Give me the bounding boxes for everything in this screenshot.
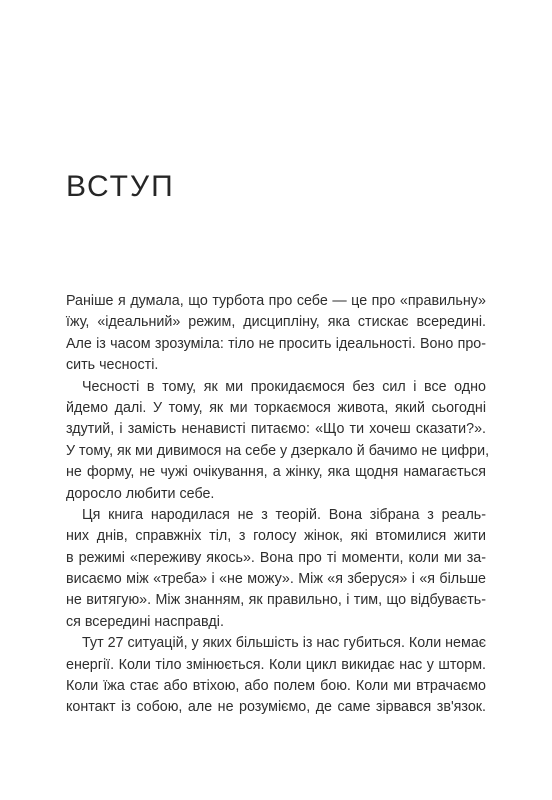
paragraph-line: доросло любити себе.	[66, 485, 215, 502]
paragraph-line: висаємо між «треба» і «не можу». Між «я зберуся» і «я більше	[66, 571, 486, 588]
paragraph-line: в режимі «переживу якось». Вона про ті моменти, коли ми за-	[66, 549, 486, 566]
paragraph-line: контакт із собою, але не розуміємо, де саме зірвався зв'язок.	[66, 699, 486, 716]
paragraph-line: У тому, як ми дивимося на себе у дзеркало й бачимо не цифри,	[66, 442, 490, 459]
paragraph-line: Тут 27 ситуацій, у яких більшість із нас губиться. Коли немає	[82, 635, 487, 652]
paragraph-line: них днів, справжніх тіл, з голосу жінок, які втомилися жити	[66, 528, 486, 545]
paragraph-line: Раніше я думала, що турбота про себе — це про «правильну»	[66, 293, 486, 309]
chapter-title: ВСТУП	[66, 170, 175, 203]
paragraph-line: здутий, і замість ненависті питаємо: «Що ти хочеш сказати?».	[66, 421, 486, 438]
paragraph-line: ся всередині насправді.	[66, 613, 224, 630]
paragraph-line: не витягую». Між знанням, як правильно, і тим, що відбуваєть-	[66, 592, 486, 609]
paragraph-line: не форму, не чужі очікування, а жінку, яка щодня намагається	[66, 464, 486, 481]
paragraph-line: сить чесності.	[66, 357, 159, 374]
paragraph-line: Чесності в тому, як ми прокидаємося без сил і все одно	[82, 378, 486, 395]
paragraph-line: Ця книга народилася не з теорій. Вона зібрана з реаль-	[82, 506, 486, 523]
paragraph-line: Але із часом зрозуміла: тіло не просить ідеальності. Воно про-	[66, 335, 486, 352]
body-text	[66, 291, 490, 719]
paragraph-line: йдемо далі. У тому, як ми торкаємося живота, який сьогодні	[66, 399, 486, 416]
paragraph-line: їжу, «ідеальний» режим, дисципліну, яка стискає всередині.	[66, 314, 486, 331]
paragraph-line: енергії. Коли тіло змінюється. Коли цикл викидає нас у шторм.	[66, 656, 486, 673]
paragraph-line: Коли їжа стає або втіхою, або полем бою. Коли ми втрачаємо	[66, 678, 486, 695]
